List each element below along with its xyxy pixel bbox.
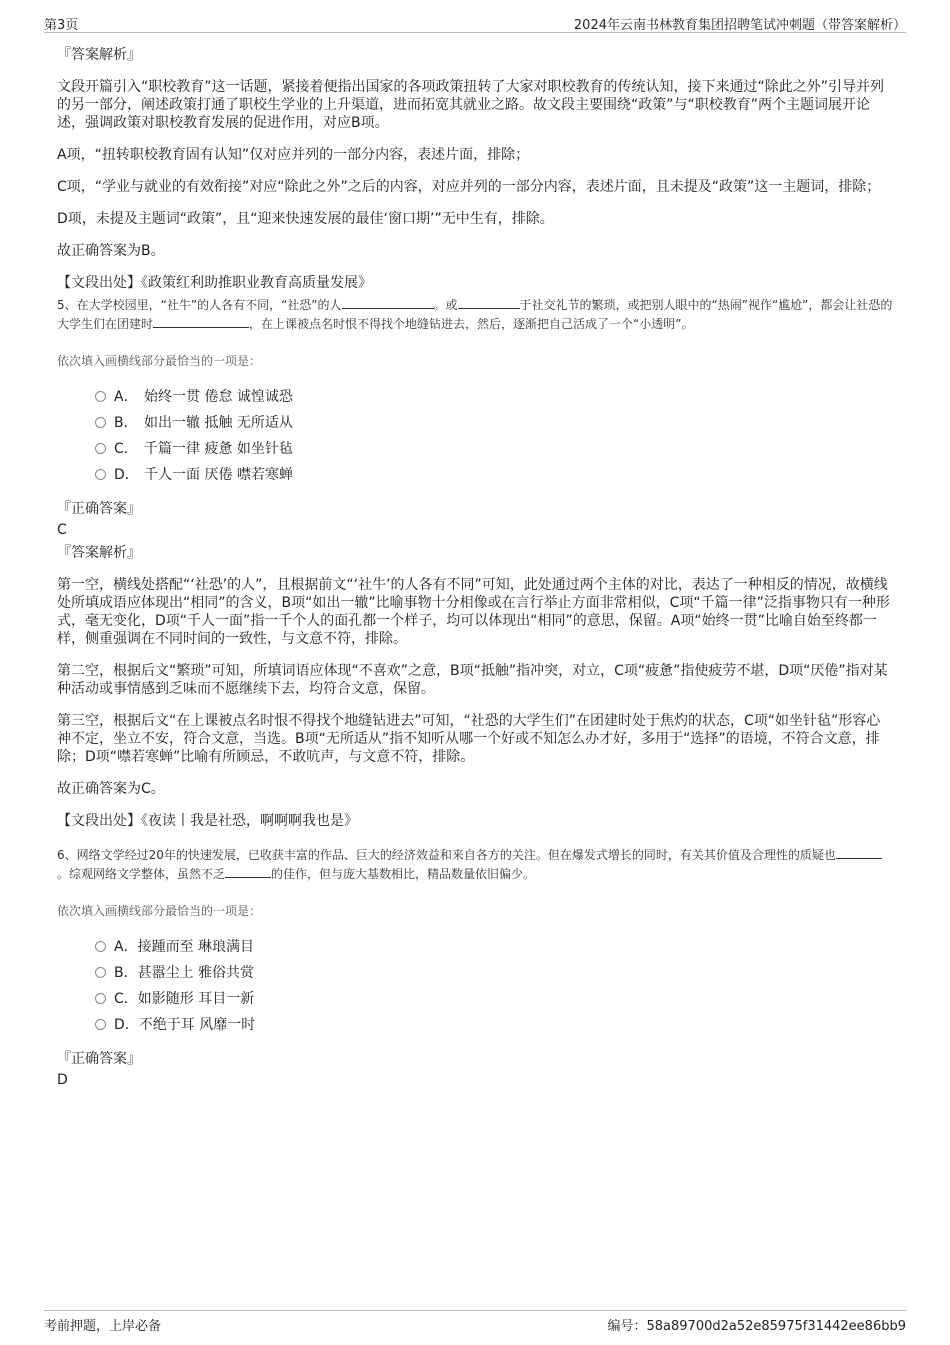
radio-icon[interactable] (95, 391, 106, 402)
option-c[interactable]: C． 千篇一律 疲惫 如坐针毡 (95, 436, 893, 462)
answer-tag: 『正确答案』 (57, 501, 141, 517)
fill-blank (225, 865, 271, 878)
correct-answer: C (57, 522, 67, 538)
conclusion-line: 故正确答案为B。 (57, 243, 165, 259)
question-6-text: 6、网络文学经过20年的快速发展，已收获丰富的作品、巨大的经济效益和来自各方的关注。但在爆发式增长的同时，有关其价值及合理性的质疑也。综观网络文学整体，虽然不乏 的佳作，但与庞大基数相比，精品数量依旧偏少。 (57, 846, 893, 884)
fill-blank (836, 846, 882, 859)
analysis-paragraph: C项，“学业与就业的有效衔接”对应“除此之外”之后的内容，对应并列的一部分内容，表述片面，且未提及“政策”这一主题词，排除； (57, 179, 881, 195)
option-d[interactable]: D． 千人一面 厌倦 噤若寒蝉 (95, 462, 893, 488)
radio-icon[interactable] (95, 469, 106, 480)
options-list (95, 384, 893, 488)
page-content (57, 44, 893, 1092)
radio-icon[interactable] (95, 1019, 106, 1030)
radio-icon[interactable] (95, 417, 106, 428)
footer-slogan: 考前押题，上岸必备 (44, 1319, 162, 1334)
analysis-tag: 『答案解析』 (57, 545, 141, 561)
question-instruction: 依次填入画横线部分最恰当的一项是： (57, 904, 262, 918)
document-title: 2024年云南书林教育集团招聘笔试冲刺题（带答案解析） (573, 18, 906, 33)
option-a[interactable]: A．接踵而至 琳琅满目 (95, 934, 893, 960)
analysis-paragraph: 第一空，横线处搭配“‘社恐’的人”，且根据前文“‘社牛’的人各有不同”可知，此处通过两个主体的对比，表达了一种相反的情况，故横线处所填成语应体现出“相同”的含义，B项“如出一辙”比喻事物十分相像或在言行举止方面非常相似，C项“千篇一律”泛指事物只有一种形式，毫无变化，D项“千人一面”指一千个人的面孔都一个样子，均可以体现出“相同”的意思，保留。A项“始终一贯”比喻自始至终都一样，侧重强调在不同时间的一致性，与文意不符，排除。 (57, 577, 890, 647)
radio-icon[interactable] (95, 967, 106, 978)
page-header (44, 12, 906, 33)
answer-tag: 『正确答案』 (57, 1051, 141, 1067)
analysis-paragraph: D项，未提及主题词“政策”，且“迎来快速发展的最佳‘窗口期’”无中生有，排除。 (57, 211, 554, 227)
source-citation: 【文段出处】《政策红利助推职业教育高质量发展》 (57, 275, 372, 291)
page-footer (44, 1310, 906, 1337)
correct-answer: D (57, 1072, 68, 1088)
radio-icon[interactable] (95, 941, 106, 952)
analysis-paragraph: 第三空，根据后文“在上课被点名时恨不得找个地缝钻进去”可知，“社恐的大学生们”在团建时处于焦灼的状态，C项“如坐针毡”形容心神不定，坐立不安，符合文意，当选。B项“无所适从”指不知听从哪一个好或不知怎么办才好，多用于“选择”的语境，不符合文意，排除；D项“噤若寒蝉”比喻有所顾忌，不敢吭声，与文意不符，排除。 (57, 713, 881, 765)
option-a[interactable]: A． 始终一贯 倦怠 诚惶诚恐 (95, 384, 893, 410)
page-number: 第3页 (44, 18, 79, 33)
analysis-paragraph: 第二空，根据后文“繁琐”可知，所填词语应体现“不喜欢”之意，B项“抵触”指冲突，对立，C项“疲惫”指使疲劳不堪，D项“厌倦”指对某种活动或事情感到乏味而不愿继续下去，均符合文意，保留。 (57, 663, 888, 697)
question-5-text: 5、在大学校园里，“社牛”的人各有不同，“社恐”的人 。或 于社交礼节的繁琐，或把别人眼中的“热闹”视作“尴尬”，都会让社恐的大学生们在团建时 ，在上课被点名时恨不得找个地缝钻进去，然后，逐渐把自己活成了一个“小透明”。 (57, 298, 893, 331)
fill-blank (342, 296, 434, 309)
options-list (95, 934, 893, 1038)
fill-blank (153, 315, 249, 328)
source-citation: 【文段出处】《夜读丨我是社恐，啊啊啊我也是》 (57, 813, 358, 829)
option-c[interactable]: C．如影随形 耳目一新 (95, 986, 893, 1012)
analysis-paragraph: 文段开篇引入“职校教育”这一话题，紧接着便指出国家的各项政策扭转了大家对职校教育的传统认知，接下来通过“除此之外”引导并列的另一部分，阐述政策打通了职校生学业的上升渠道，进而拓宽其就业之路。故文段主要围绕“政策”与“职校教育”两个主题词展开论述，强调政策对职校教育发展的促进作用，对应B项。 (57, 79, 885, 131)
radio-icon[interactable] (95, 993, 106, 1004)
option-b[interactable]: B．甚嚣尘上 雅俗共赏 (95, 960, 893, 986)
option-d[interactable]: D．不绝于耳 风靡一时 (95, 1012, 893, 1038)
analysis-paragraph: A项，“扭转职校教育固有认知”仅对应并列的一部分内容，表述片面，排除； (57, 147, 530, 163)
conclusion-line: 故正确答案为C。 (57, 781, 165, 797)
analysis-tag: 『答案解析』 (57, 47, 141, 63)
radio-icon[interactable] (95, 443, 106, 454)
fill-blank (458, 296, 520, 309)
question-instruction: 依次填入画横线部分最恰当的一项是： (57, 354, 262, 368)
option-b[interactable]: B． 如出一辙 抵触 无所适从 (95, 410, 893, 436)
document-id: 编号：58a89700d2a52e85975f31442ee86bb9 (607, 1319, 906, 1334)
